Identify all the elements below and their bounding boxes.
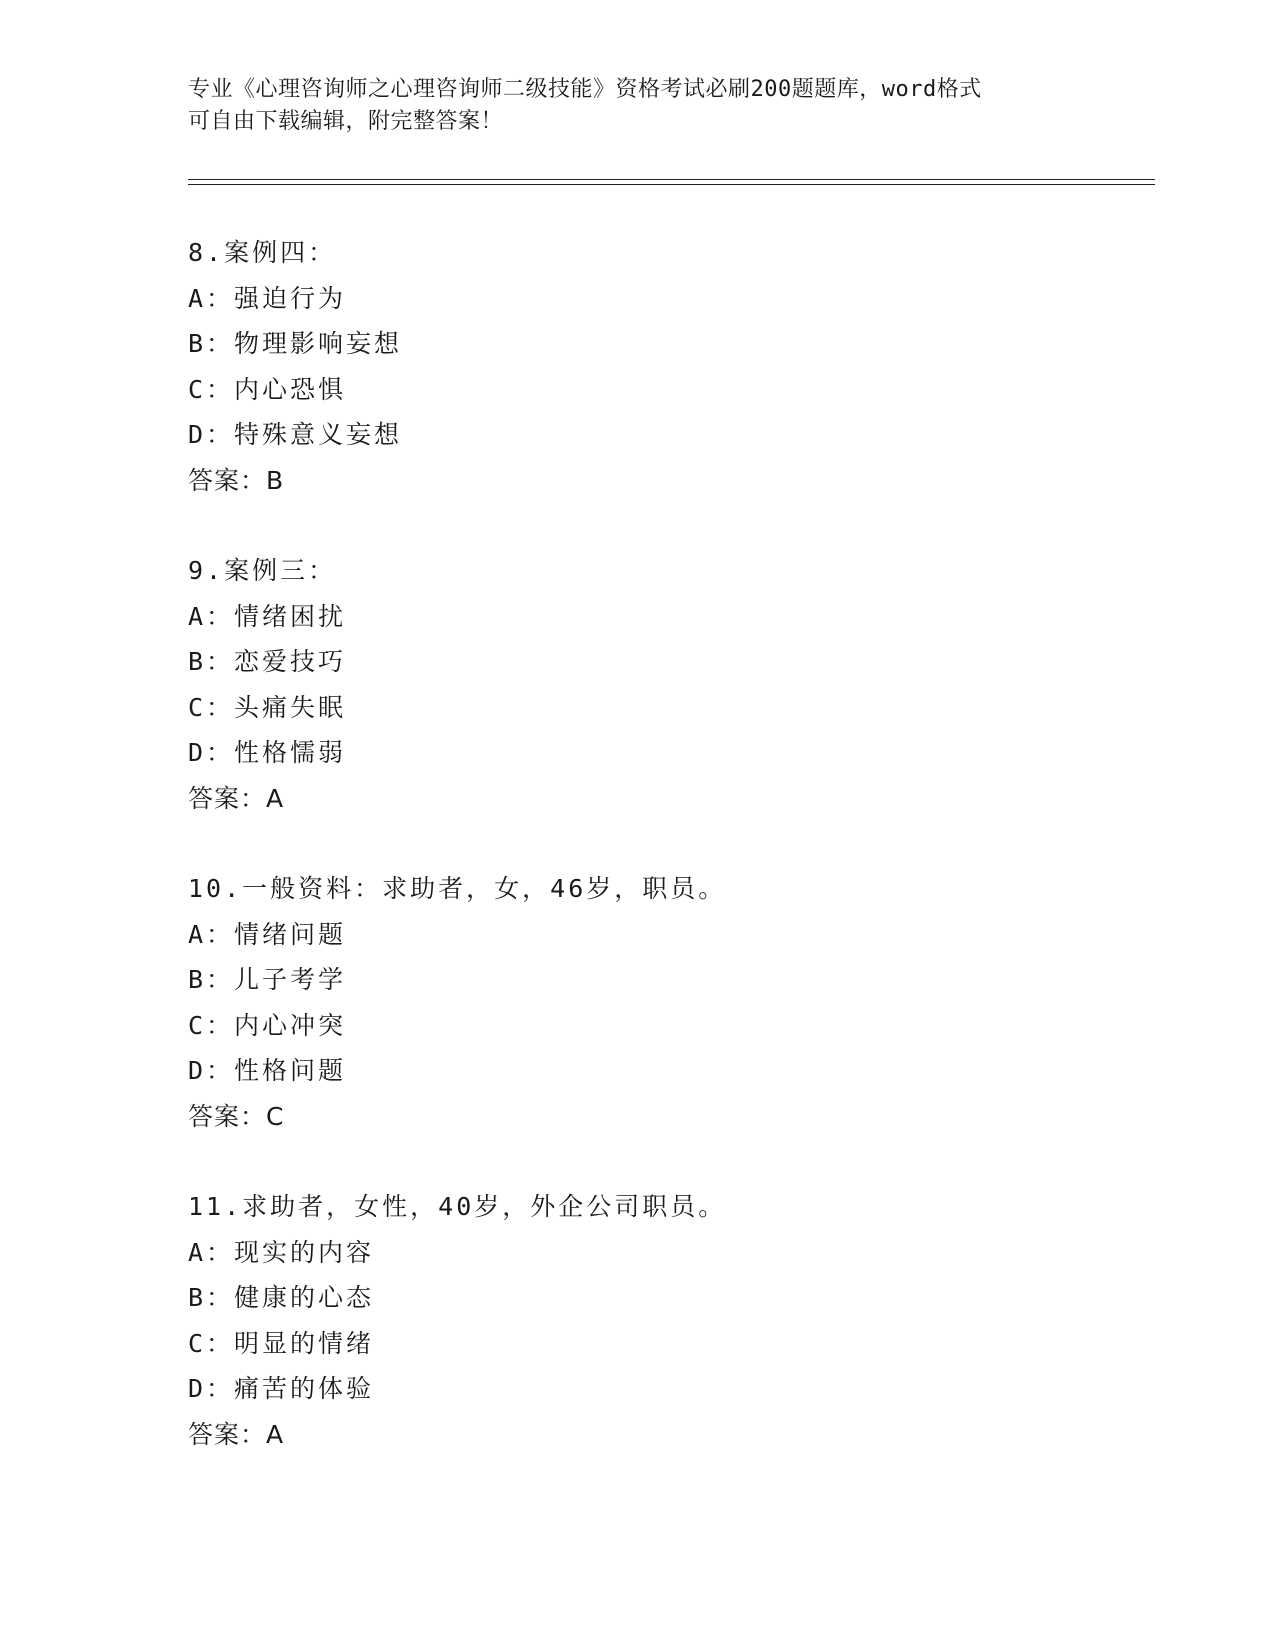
header-line-1: 专业《心理咨询师之心理咨询师二级技能》资格考试必刷200题题库，word格式 xyxy=(188,77,982,102)
question-block xyxy=(188,548,346,822)
answer-line: 答案：A xyxy=(188,1419,285,1449)
question-stem: 10.一般资料：求助者，女，46岁，职员。 xyxy=(188,874,727,903)
header-divider-bottom xyxy=(188,184,1155,185)
option-a: A：情绪困扰 xyxy=(188,601,347,631)
option-a: A：现实的内容 xyxy=(188,1237,375,1267)
option-b: B：物理影响妄想 xyxy=(188,329,403,359)
question-stem: 9.案例三： xyxy=(188,556,337,585)
answer-line: 答案：A xyxy=(188,783,285,813)
option-d: D：特殊意义妄想 xyxy=(188,420,403,450)
question-stem: 11.求助者，女性，40岁，外企公司职员。 xyxy=(188,1192,727,1221)
option-b: B：健康的心态 xyxy=(188,1283,375,1313)
option-b: B：儿子考学 xyxy=(188,965,347,995)
answer-line: 答案：B xyxy=(188,465,285,495)
option-b: B：恋爱技巧 xyxy=(188,647,347,677)
question-block xyxy=(188,866,726,1140)
answer-line: 答案：C xyxy=(188,1101,285,1131)
option-a: A：强迫行为 xyxy=(188,283,347,313)
option-c: C：内心冲突 xyxy=(188,1010,347,1040)
question-block xyxy=(188,1184,726,1458)
header-divider-top xyxy=(188,179,1155,180)
option-a: A：情绪问题 xyxy=(188,919,347,949)
option-d: D：性格问题 xyxy=(188,1056,347,1086)
option-c: C：头痛失眠 xyxy=(188,692,347,722)
option-c: C：内心恐惧 xyxy=(188,374,347,404)
question-block xyxy=(188,230,402,504)
option-c: C：明显的情绪 xyxy=(188,1328,375,1358)
option-d: D：性格懦弱 xyxy=(188,738,347,768)
document-header xyxy=(188,74,1088,138)
header-line-2: 可自由下载编辑，附完整答案！ xyxy=(188,109,504,134)
question-stem: 8.案例四： xyxy=(188,238,337,267)
option-d: D：痛苦的体验 xyxy=(188,1374,375,1404)
